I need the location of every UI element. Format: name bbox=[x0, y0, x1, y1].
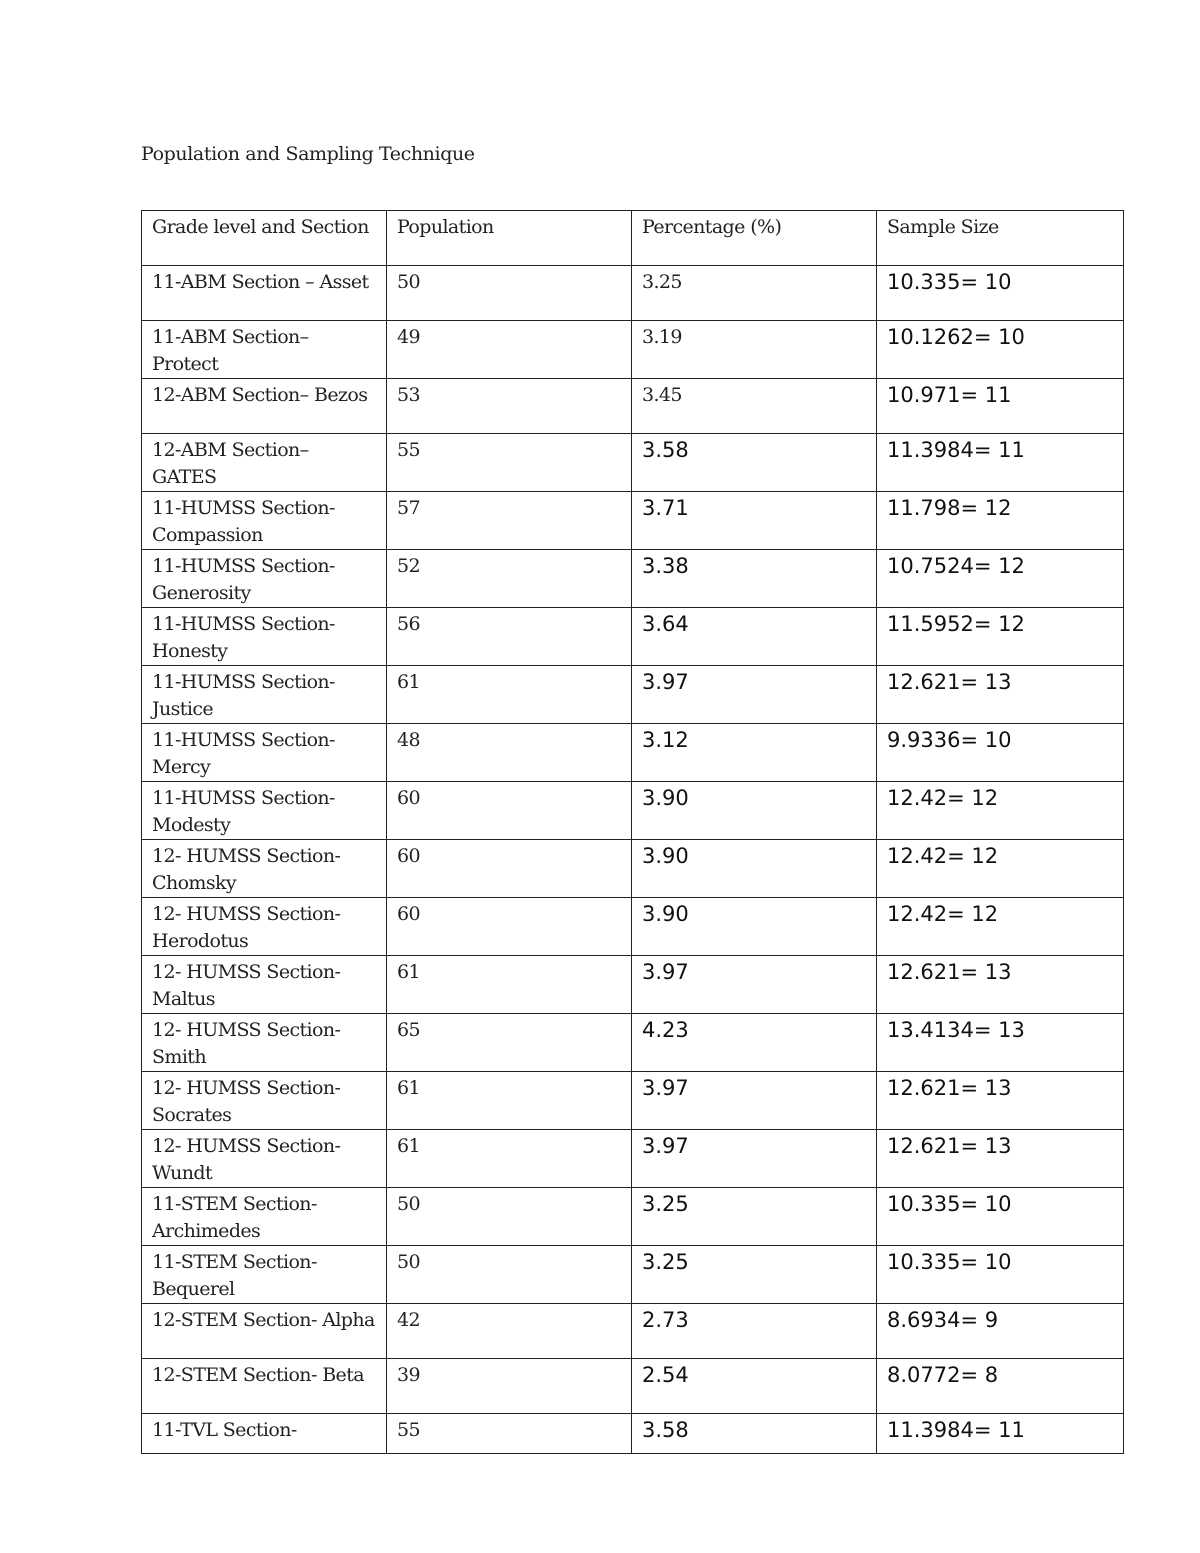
cell-population: 50 bbox=[387, 266, 632, 321]
cell-percentage: 2.73 bbox=[632, 1304, 877, 1359]
table-row bbox=[142, 550, 1124, 608]
cell-population: 53 bbox=[387, 379, 632, 434]
cell-section: 12- HUMSS Section- Herodotus bbox=[142, 898, 387, 956]
cell-section: 11-HUMSS Section- Generosity bbox=[142, 550, 387, 608]
cell-section: 11-HUMSS Section- Mercy bbox=[142, 724, 387, 782]
table-row bbox=[142, 1130, 1124, 1188]
table-row bbox=[142, 898, 1124, 956]
cell-percentage: 3.38 bbox=[632, 550, 877, 608]
cell-population: 55 bbox=[387, 434, 632, 492]
cell-section: 12-STEM Section- Alpha bbox=[142, 1304, 387, 1359]
table-row bbox=[142, 379, 1124, 434]
cell-sample-size: 10.971= 11 bbox=[877, 379, 1124, 434]
table-row bbox=[142, 1304, 1124, 1359]
cell-population: 61 bbox=[387, 1130, 632, 1188]
cell-percentage: 3.58 bbox=[632, 434, 877, 492]
cell-sample-size: 10.335= 10 bbox=[877, 266, 1124, 321]
table-row bbox=[142, 1072, 1124, 1130]
cell-sample-size: 8.0772= 8 bbox=[877, 1359, 1124, 1414]
cell-sample-size: 10.335= 10 bbox=[877, 1246, 1124, 1304]
table-row bbox=[142, 321, 1124, 379]
cell-sample-size: 10.335= 10 bbox=[877, 1188, 1124, 1246]
cell-population: 39 bbox=[387, 1359, 632, 1414]
cell-percentage: 3.97 bbox=[632, 956, 877, 1014]
table-row bbox=[142, 724, 1124, 782]
cell-percentage: 3.97 bbox=[632, 1072, 877, 1130]
cell-percentage: 3.19 bbox=[632, 321, 877, 379]
cell-population: 60 bbox=[387, 782, 632, 840]
cell-section: 12-ABM Section– GATES bbox=[142, 434, 387, 492]
table-row bbox=[142, 782, 1124, 840]
cell-sample-size: 12.621= 13 bbox=[877, 1072, 1124, 1130]
cell-percentage: 2.54 bbox=[632, 1359, 877, 1414]
cell-sample-size: 11.5952= 12 bbox=[877, 608, 1124, 666]
table-row bbox=[142, 1246, 1124, 1304]
header-sample-size: Sample Size bbox=[877, 211, 1124, 266]
cell-population: 52 bbox=[387, 550, 632, 608]
header-percentage: Percentage (%) bbox=[632, 211, 877, 266]
table-row bbox=[142, 1188, 1124, 1246]
header-grade-level-section: Grade level and Section bbox=[142, 211, 387, 266]
cell-section: 11-ABM Section – Asset bbox=[142, 266, 387, 321]
cell-section: 12- HUMSS Section- Socrates bbox=[142, 1072, 387, 1130]
header-population: Population bbox=[387, 211, 632, 266]
cell-population: 42 bbox=[387, 1304, 632, 1359]
cell-population: 61 bbox=[387, 1072, 632, 1130]
table-row bbox=[142, 1414, 1124, 1454]
cell-population: 50 bbox=[387, 1188, 632, 1246]
cell-sample-size: 12.42= 12 bbox=[877, 898, 1124, 956]
cell-sample-size: 9.9336= 10 bbox=[877, 724, 1124, 782]
cell-sample-size: 10.7524= 12 bbox=[877, 550, 1124, 608]
cell-percentage: 3.25 bbox=[632, 1246, 877, 1304]
cell-sample-size: 10.1262= 10 bbox=[877, 321, 1124, 379]
cell-percentage: 4.23 bbox=[632, 1014, 877, 1072]
cell-population: 55 bbox=[387, 1414, 632, 1454]
cell-population: 57 bbox=[387, 492, 632, 550]
cell-section: 12- HUMSS Section- Smith bbox=[142, 1014, 387, 1072]
table-row bbox=[142, 266, 1124, 321]
cell-percentage: 3.12 bbox=[632, 724, 877, 782]
cell-section: 12- HUMSS Section- Wundt bbox=[142, 1130, 387, 1188]
cell-population: 56 bbox=[387, 608, 632, 666]
table-row bbox=[142, 666, 1124, 724]
cell-sample-size: 13.4134= 13 bbox=[877, 1014, 1124, 1072]
table-body bbox=[142, 266, 1124, 1454]
cell-section: 12- HUMSS Section- Maltus bbox=[142, 956, 387, 1014]
cell-section: 11-TVL Section- bbox=[142, 1414, 387, 1454]
cell-sample-size: 12.42= 12 bbox=[877, 782, 1124, 840]
cell-section: 11-HUMSS Section- Modesty bbox=[142, 782, 387, 840]
cell-percentage: 3.97 bbox=[632, 1130, 877, 1188]
table-row bbox=[142, 956, 1124, 1014]
cell-percentage: 3.90 bbox=[632, 782, 877, 840]
cell-sample-size: 12.621= 13 bbox=[877, 666, 1124, 724]
table-row bbox=[142, 434, 1124, 492]
cell-percentage: 3.45 bbox=[632, 379, 877, 434]
cell-population: 48 bbox=[387, 724, 632, 782]
table-row bbox=[142, 1014, 1124, 1072]
cell-population: 60 bbox=[387, 840, 632, 898]
cell-section: 11-HUMSS Section- Justice bbox=[142, 666, 387, 724]
table-row bbox=[142, 840, 1124, 898]
cell-sample-size: 12.621= 13 bbox=[877, 956, 1124, 1014]
table-row bbox=[142, 492, 1124, 550]
cell-section: 12- HUMSS Section- Chomsky bbox=[142, 840, 387, 898]
cell-percentage: 3.64 bbox=[632, 608, 877, 666]
cell-population: 50 bbox=[387, 1246, 632, 1304]
cell-section: 11-STEM Section- Bequerel bbox=[142, 1246, 387, 1304]
document-title: Population and Sampling Technique bbox=[141, 143, 475, 165]
cell-percentage: 3.90 bbox=[632, 898, 877, 956]
cell-population: 65 bbox=[387, 1014, 632, 1072]
cell-percentage: 3.71 bbox=[632, 492, 877, 550]
cell-section: 11-HUMSS Section- Honesty bbox=[142, 608, 387, 666]
cell-sample-size: 12.621= 13 bbox=[877, 1130, 1124, 1188]
cell-population: 60 bbox=[387, 898, 632, 956]
cell-sample-size: 8.6934= 9 bbox=[877, 1304, 1124, 1359]
cell-percentage: 3.58 bbox=[632, 1414, 877, 1454]
cell-sample-size: 11.3984= 11 bbox=[877, 434, 1124, 492]
sampling-table bbox=[141, 210, 1124, 1454]
cell-section: 11-HUMSS Section- Compassion bbox=[142, 492, 387, 550]
cell-section: 12-ABM Section– Bezos bbox=[142, 379, 387, 434]
cell-population: 61 bbox=[387, 956, 632, 1014]
table-row bbox=[142, 1359, 1124, 1414]
cell-population: 61 bbox=[387, 666, 632, 724]
cell-sample-size: 12.42= 12 bbox=[877, 840, 1124, 898]
cell-sample-size: 11.798= 12 bbox=[877, 492, 1124, 550]
cell-percentage: 3.90 bbox=[632, 840, 877, 898]
cell-percentage: 3.25 bbox=[632, 1188, 877, 1246]
cell-percentage: 3.25 bbox=[632, 266, 877, 321]
cell-percentage: 3.97 bbox=[632, 666, 877, 724]
cell-section: 11-STEM Section- Archimedes bbox=[142, 1188, 387, 1246]
cell-section: 12-STEM Section- Beta bbox=[142, 1359, 387, 1414]
cell-population: 49 bbox=[387, 321, 632, 379]
table-row bbox=[142, 608, 1124, 666]
cell-sample-size: 11.3984= 11 bbox=[877, 1414, 1124, 1454]
table-header-row bbox=[142, 211, 1124, 266]
cell-section: 11-ABM Section– Protect bbox=[142, 321, 387, 379]
